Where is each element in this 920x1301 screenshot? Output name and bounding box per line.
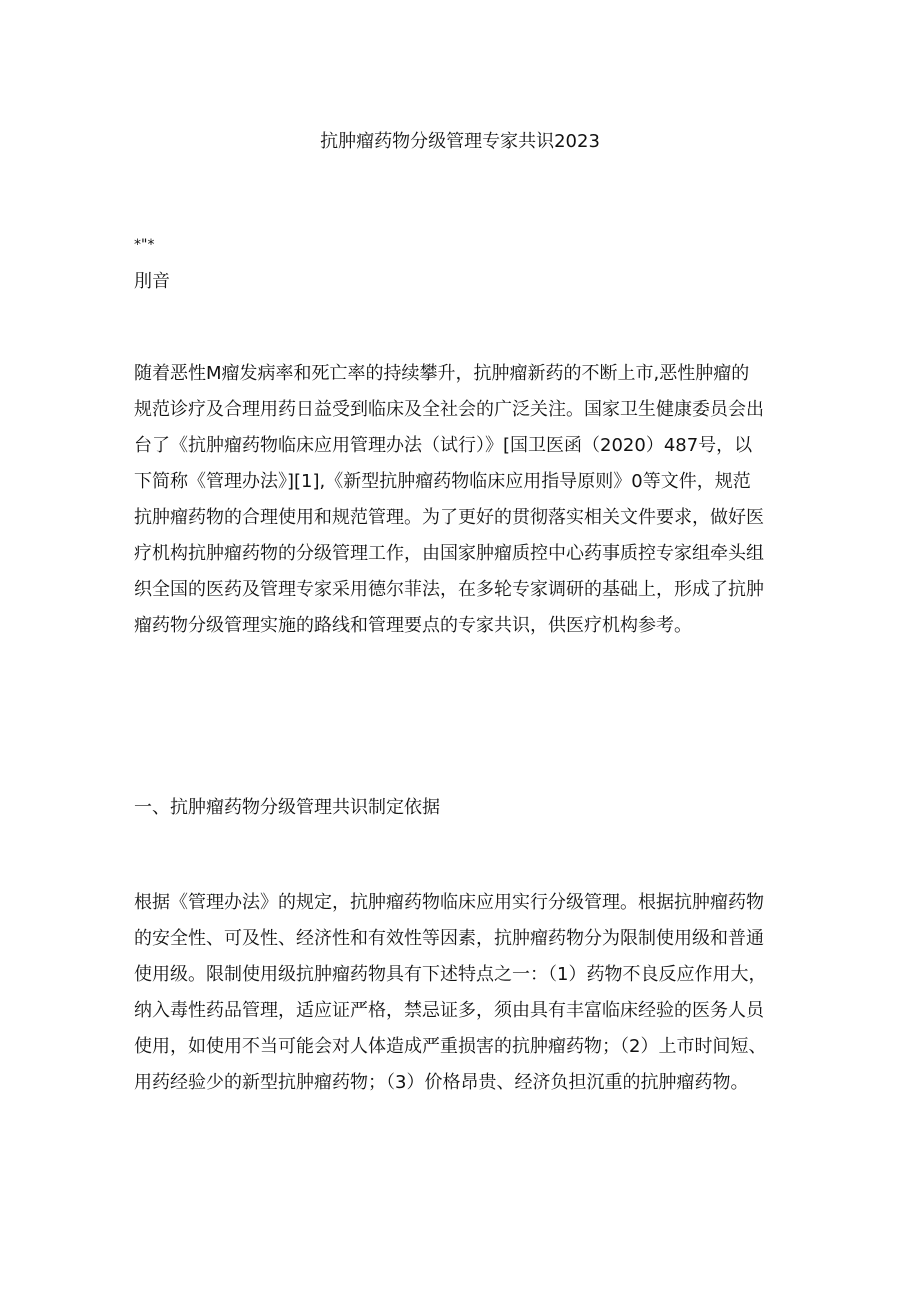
paragraph-line: 织全国的医药及管理专家采用德尔菲法，在多轮专家调研的基础上，形成了抗肿 (134, 579, 764, 600)
paragraph-line: 瘤药物分级管理实施的路线和管理要点的专家共识，供医疗机构参考。 (134, 615, 692, 636)
paragraph-line: 用药经验少的新型抗肿瘤药物；（3）价格昂贵、经济负担沉重的抗肿瘤药物。 (134, 1072, 749, 1093)
paragraph-line: 抗肿瘤药物的合理使用和规范管理。为了更好的贯彻落实相关文件要求，做好医 (134, 507, 764, 528)
paragraph-line: 使用级。限制使用级抗肿瘤药物具有下述特点之一：（1）药物不良反应作用大， (134, 964, 767, 985)
section-heading: 一、抗肿瘤药物分级管理共识制定依据 (134, 797, 440, 818)
preface-label: 刖音 (134, 271, 170, 292)
paragraph-line: 纳入毒性药品管理，适应证严格，禁忌证多，须由具有丰富临床经验的医务人员 (134, 1000, 764, 1021)
document-title: 抗肿瘤药物分级管理专家共识2023 (320, 131, 600, 152)
marker-text: *"* (134, 237, 155, 253)
paragraph-line: 使用，如使用不当可能会对人体造成严重损害的抗肿瘤药物；（2）上市时间短、 (134, 1036, 767, 1057)
paragraph-line: 规范诊疗及合理用药日益受到临床及全社会的广泛关注。国家卫生健康委员会出 (134, 399, 764, 420)
intro-paragraph (134, 356, 794, 644)
paragraph-line: 疗机构抗肿瘤药物的分级管理工作，由国家肿瘤质控中心药事质控专家组牵头组 (134, 543, 764, 564)
paragraph-line: 下简称《管理办法》][1],《新型抗肿瘤药物临床应用指导原则》0等文件，规范 (134, 471, 751, 492)
paragraph-line: 台了《抗肿瘤药物临床应用管理办法（试行）》[国卫医函（2020）487号，以 (134, 435, 753, 456)
paragraph-line: 的安全性、可及性、经济性和有效性等因素，抗肿瘤药物分为限制使用级和普通 (134, 928, 764, 949)
paragraph-line: 根据《管理办法》的规定，抗肿瘤药物临床应用实行分级管理。根据抗肿瘤药物 (134, 892, 764, 913)
section-paragraph (134, 885, 794, 1101)
paragraph-line: 随着恶性M瘤发病率和死亡率的持续攀升，抗肿瘤新药的不断上市,恶性肿瘤的 (134, 363, 750, 384)
